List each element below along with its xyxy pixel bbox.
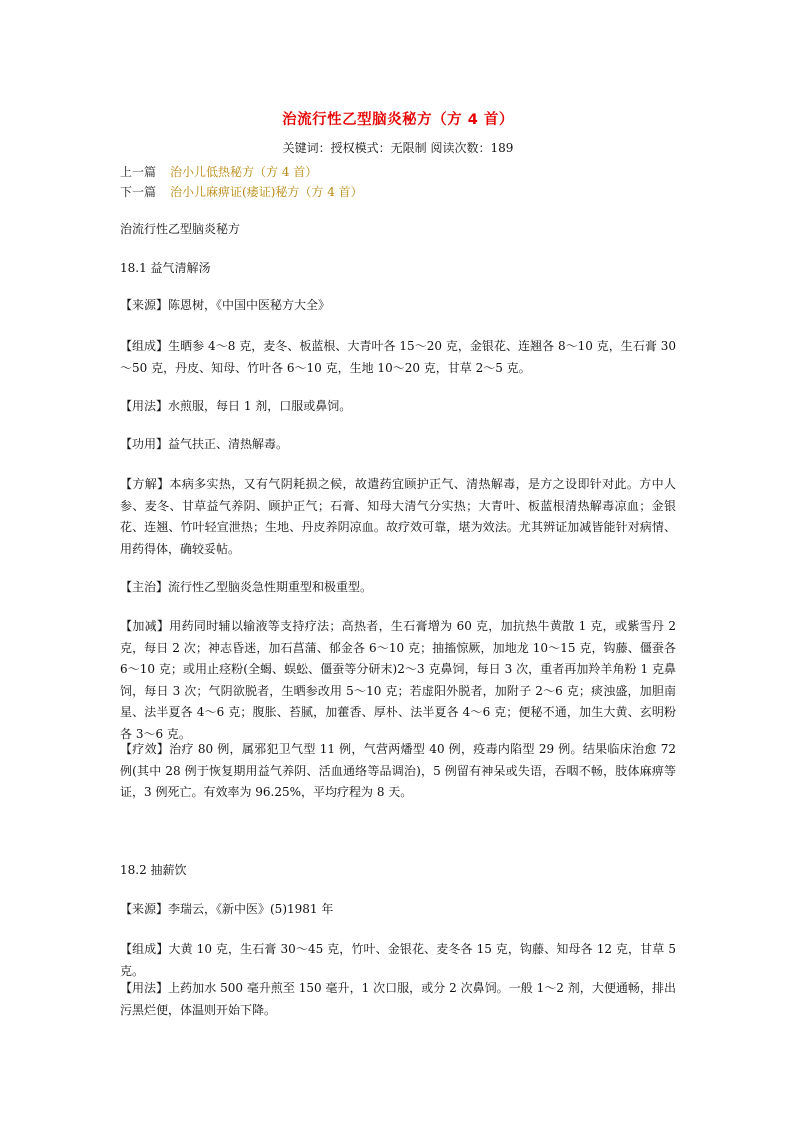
efficacy-paragraph: 【疗效】治疗 80 例，属邪犯卫气型 11 例，气营两燔型 40 例，疫毒内陷型 29 例。结果临床治愈 72 例(其中 28 例于恢复期用益气养阴、活血通络等品调治)，5 例留有神呆或失语，吞咽不畅，肢体麻痹等证，3 例死亡。有效率为 96.25%，平均疗程为 8 天。: [120, 742, 676, 799]
prev-article-link[interactable]: 治小儿低热秘方（方 4 首）: [170, 165, 318, 179]
usage-paragraph: 【用法】水煎服，每日 1 剂，口服或鼻饲。: [120, 399, 352, 413]
intro-text: 治流行性乙型脑炎秘方: [120, 222, 241, 236]
section-heading-2: 18.2 抽薪饮: [120, 863, 187, 877]
next-article-nav: [120, 183, 363, 200]
next-article-link[interactable]: 治小儿麻痹证(痿证)秘方（方 4 首）: [170, 185, 363, 199]
function-paragraph: 【功用】益气扶正、清热解毒。: [120, 437, 289, 451]
section-heading: 18.1 益气清解汤: [120, 261, 211, 275]
composition-paragraph: 【组成】生晒参 4～8 克，麦冬、板蓝根、大青叶各 15～20 克，金银花、连翘各 8～10 克，生石膏 30～50 克，丹皮、知母、竹叶各 6～10 克，生地 10～20 克，甘草 2～5 克。: [120, 339, 676, 375]
prev-article-nav: [120, 163, 317, 180]
next-label: 下一篇: [120, 185, 157, 199]
article-meta: 关键词：授权模式：无限制 阅读次数：189: [282, 141, 514, 155]
indication-paragraph: 【主治】流行性乙型脑炎急性期重型和极重型。: [120, 580, 373, 594]
usage-paragraph-2: 【用法】上药加水 500 毫升煎至 150 毫升，1 次口服，或分 2 次鼻饲。一般 1～2 剂，大便通畅，排出污黑烂便，体温则开始下降。: [120, 981, 676, 1017]
modification-paragraph: 【加减】用药同时辅以输液等支持疗法；高热者，生石膏增为 60 克，加抗热牛黄散 1 克，或紫雪丹 2 克，每日 2 次；神志昏迷，加石菖蒲、郁金各 6～10 克；抽搐惊厥，加地龙 10～15 克，钩藤、僵蚕各 6～10 克；或用止痉粉(全蝎、蜈蚣、僵蚕等分研末)2～3 克鼻饲，每日 3 次，重者再加羚羊角粉 1 克鼻饲，每日 3 次；气阴欲脱者，生晒参改用 5～10 克；若虚阳外脱者，加附子 2～6 克；痰浊盛，加胆南星、法半夏各 4～6 克；腹胀、苔腻，加藿香、厚朴、法半夏各 4～6 克；便秘不通，加生大黄、玄明粉各 3～6 克。: [120, 619, 676, 741]
composition-paragraph-2: 【组成】大黄 10 克，生石膏 30～45 克，竹叶、金银花、麦冬各 15 克，钩藤、知母各 12 克，甘草 5 克。: [120, 942, 676, 978]
page-title: 治流行性乙型脑炎秘方（方 4 首）: [282, 112, 514, 128]
explanation-paragraph: 【方解】本病多实热，又有气阴耗损之候，故遣药宜顾护正气、清热解毒，是方之设即针对此。方中人参、麦冬、甘草益气养阴、顾护正气；石膏、知母大清气分实热；大青叶、板蓝根清热解毒凉血；金银花、连翘、竹叶轻宣泄热；生地、丹皮养阴凉血。故疗效可靠，堪为效法。尤其辨证加减皆能针对病情、用药得体，确较妥帖。: [120, 477, 676, 556]
source-paragraph: 【来源】陈恩树，《中国中医秘方大全》: [120, 298, 331, 312]
source-paragraph-2: 【来源】李瑞云，《新中医》(5)1981 年: [120, 902, 334, 916]
prev-label: 上一篇: [120, 165, 157, 179]
